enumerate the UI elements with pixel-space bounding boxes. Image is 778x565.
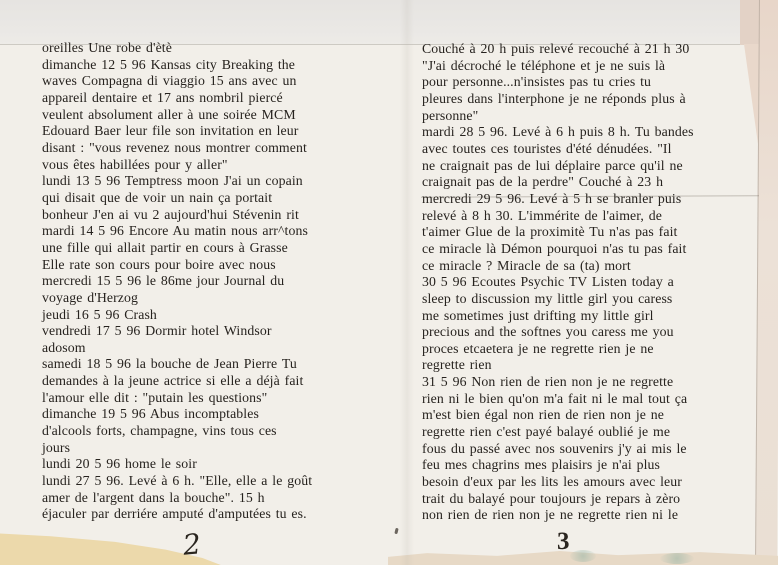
text-line: 31 5 96 Non rien de rien non je ne regrette bbox=[422, 374, 674, 390]
text-line: appareil dentaire et 17 ans nombril piercé bbox=[42, 89, 283, 105]
text-line: disant : "vous revenez nous montrer comment bbox=[42, 139, 307, 155]
text-line: vendredi 17 5 96 Dormir hotel Windsor bbox=[42, 323, 272, 339]
text-line: avec toutes ces touristes d'été dénudées. "Il bbox=[422, 140, 672, 156]
scanner-top-edge bbox=[0, 0, 778, 45]
text-line: rien ni le bien qu'on m'a fait ni le mal tout ça bbox=[422, 390, 688, 406]
center-fold-shadow bbox=[400, 0, 414, 565]
text-line: regrette rien c'est payé balayé oublié je me bbox=[422, 424, 671, 440]
text-line: waves Compagna di viaggio 15 ans avec un bbox=[42, 73, 297, 89]
text-line: personne" bbox=[422, 107, 479, 123]
text-line: trait du balayé pour toujours je repars à zèro bbox=[422, 490, 681, 506]
text-line: Elle rate son cours pour boire avec nous bbox=[42, 256, 276, 272]
text-line: relevé à 8 h 30. L'immérite de l'aimer, de bbox=[422, 207, 662, 223]
text-line: feu mes chagrins mes plaisirs je n'ai plus bbox=[422, 457, 660, 473]
text-line: vous êtes habillées pour y aller" bbox=[42, 156, 228, 172]
text-line: dimanche 12 5 96 Kansas city Breaking the bbox=[42, 56, 296, 72]
text-line: amer de l'argent dans la bouche". 15 h bbox=[42, 489, 265, 505]
text-line: me sometimes just drifting my little girl bbox=[422, 307, 654, 323]
page-3-text-block bbox=[422, 41, 766, 524]
text-line: voyage d'Herzog bbox=[42, 289, 139, 305]
text-line: éjaculer par derriére amputé d'amputées tu es. bbox=[42, 506, 307, 522]
text-line: demandes à la jeune actrice si elle a déjà fait bbox=[42, 373, 304, 389]
text-line: jeudi 16 5 96 Crash bbox=[42, 306, 157, 322]
text-line: 30 5 96 Ecoutes Psychic TV Listen today a bbox=[422, 274, 674, 290]
text-line: pleures dans l'interphone je ne réponds plus à bbox=[422, 90, 686, 106]
text-line: craignait pas de la perdre" Couché à 23 h bbox=[422, 174, 664, 190]
text-line: Couché à 20 h puis relevé recouché à 21 h 30 bbox=[422, 41, 690, 56]
text-line: bonheur J'en ai vu 2 aujourd'hui Stévenin rit bbox=[42, 206, 299, 222]
text-line: proces etcaetera je ne regrette rien je ne bbox=[422, 340, 654, 356]
text-line: l'amour elle dit : "putain les questions" bbox=[42, 389, 268, 405]
text-line: jours bbox=[42, 439, 71, 455]
text-line: ne craignait pas de lui déplaire parce qu'il ne bbox=[422, 157, 683, 173]
text-line: ce miracle là Démon pourquoi n'as tu pas fait bbox=[422, 240, 687, 256]
text-line: mercredi 15 5 96 le 86me jour Journal du bbox=[42, 273, 285, 289]
text-line: mercredi 29 5 96. Levé à 5 h se branler puis bbox=[422, 190, 682, 206]
text-line: d'alcools forts, champagne, vins tous ces bbox=[42, 423, 277, 439]
text-line: veulent absolument aller à une soirée MCM bbox=[42, 106, 296, 122]
text-line: ce miracle ? Miracle de sa (ta) mort bbox=[422, 257, 631, 273]
text-line: mardi 14 5 96 Encore Au matin nous arr^tons bbox=[42, 223, 308, 239]
text-line: t'aimer Glue de la proximitè Tu n'as pas fait bbox=[422, 224, 678, 240]
text-line: "J'ai décroché le téléphone et je ne suis là bbox=[422, 57, 666, 73]
page-3-number: 3 bbox=[557, 528, 570, 555]
text-line: adosom bbox=[42, 339, 86, 355]
text-line: lundi 13 5 96 Temptress moon J'ai un copain bbox=[42, 173, 303, 189]
text-line: m'est bien égal non rien de rien non je ne bbox=[422, 407, 664, 423]
paper-stain bbox=[570, 550, 596, 562]
text-line: pour personne...n'insistes pas tu cries tu bbox=[422, 74, 652, 90]
paper-stain bbox=[660, 553, 694, 564]
page-2-text-block bbox=[42, 40, 400, 523]
text-line: lundi 27 5 96. Levé à 6 h. "Elle, elle a le goût bbox=[42, 473, 313, 489]
text-line: fous du passé avec nos souvenirs j'y ai mis le bbox=[422, 440, 687, 456]
text-line: mardi 28 5 96. Levé à 6 h puis 8 h. Tu bandes bbox=[422, 124, 694, 140]
text-line: oreilles Une robe d'ètè bbox=[42, 40, 172, 55]
text-line: une fille qui allait partir en cours à Grasse bbox=[42, 239, 288, 255]
text-line: besoin d'eux par les lits les amours avec leur bbox=[422, 474, 682, 490]
text-line: non rien de rien non je ne regrette rien ni le bbox=[422, 507, 679, 523]
text-line: samedi 18 5 96 la bouche de Jean Pierre Tu bbox=[42, 356, 297, 372]
text-line: precious and the softnes you caress me you bbox=[422, 324, 674, 340]
text-line: lundi 20 5 96 home le soir bbox=[42, 456, 197, 472]
ink-speck bbox=[394, 528, 398, 535]
text-line: qui disait que de voir un nain ça portait bbox=[42, 189, 273, 205]
text-line: dimanche 19 5 96 Abus incomptables bbox=[42, 406, 259, 422]
text-line: Edouard Baer leur file son invitation en leur bbox=[42, 123, 299, 139]
text-line: sleep to discussion my little girl you caress bbox=[422, 290, 673, 306]
text-line: regrette rien bbox=[422, 357, 492, 373]
page-2-number: 2 bbox=[181, 527, 203, 562]
